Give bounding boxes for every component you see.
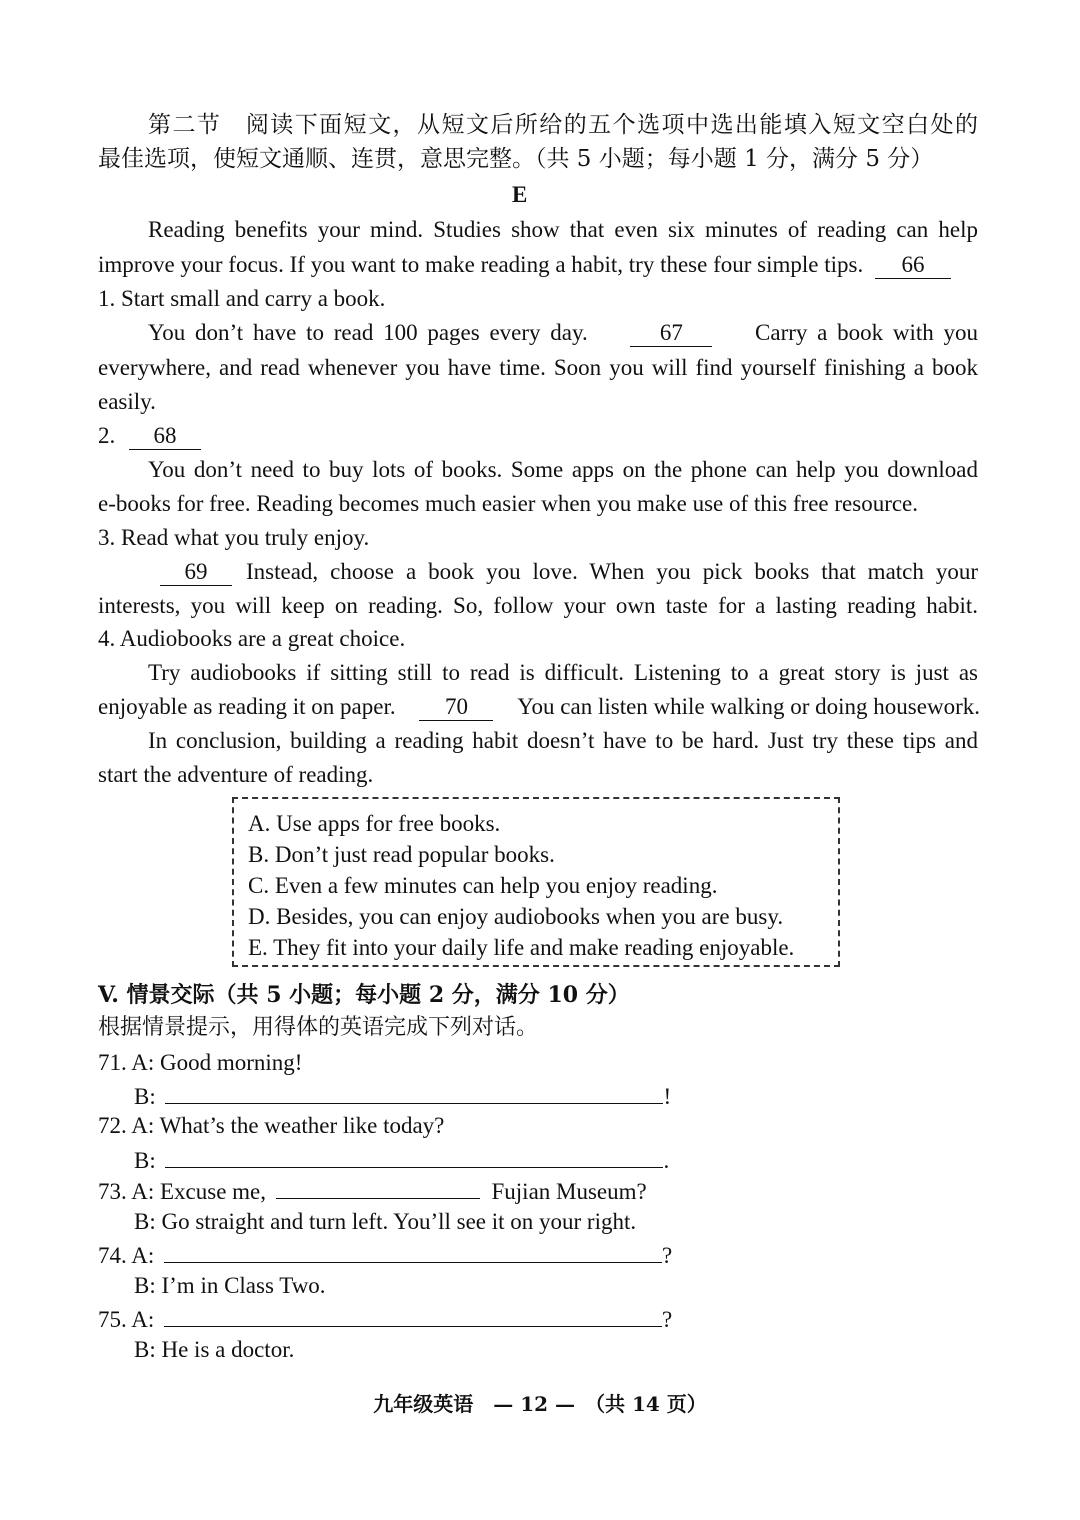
passage-line-11-text: Instead, choose a book you love. When you pick books that match your (246, 559, 978, 584)
passage-line-12: interests, you will keep on reading. So, follow your own taste for a lasting reading habit. (98, 593, 978, 618)
tip-1-heading: 1. Start small and carry a book. (98, 286, 386, 311)
q74-answer-line[interactable] (164, 1242, 662, 1263)
part-5-heading: V. 情景交际（共 5 小题；每小题 2 分，满分 10 分） (98, 982, 630, 1008)
q75-a-label: 75. A: (98, 1307, 155, 1332)
part-5-instruction: 根据情景提示，用得体的英语完成下列对话。 (98, 1015, 539, 1040)
q71-answer-line[interactable] (165, 1083, 663, 1104)
q73-b: B: Go straight and turn left. You’ll see it on your right. (134, 1209, 637, 1234)
q75-a-end: ? (661, 1307, 673, 1332)
blank-69[interactable]: 69 (160, 560, 232, 586)
q72-b-label: B: (134, 1148, 156, 1173)
q72-b-end: . (663, 1148, 670, 1173)
blank-68[interactable]: 68 (129, 424, 201, 450)
passage-letter: E (512, 182, 528, 207)
passage-line-14: Try audiobooks if sitting still to read is difficult. Listening to a great story is just as (148, 660, 978, 685)
tip-2-heading (98, 424, 201, 450)
q71-b-label: B: (134, 1084, 156, 1109)
passage-line-15 (98, 695, 980, 721)
option-e[interactable]: E. They fit into your daily life and make reading enjoyable. (248, 935, 795, 960)
q75-a (98, 1306, 672, 1331)
q74-b: B: I’m in Class Two. (134, 1273, 326, 1298)
passage-line-16: In conclusion, building a reading habit doesn’t have to be hard. Just try these tips and (148, 728, 978, 753)
passage-line-11 (160, 560, 978, 586)
passage-line-8: You don’t need to buy lots of books. Some apps on the phone can help you download (148, 457, 978, 482)
q73-a-end: Fujian Museum? (491, 1179, 647, 1204)
q74-a-end: ? (661, 1243, 673, 1268)
passage-line-15-start: enjoyable as reading it on paper. (98, 694, 396, 719)
q73-a-start: 73. A: Excuse me, (98, 1179, 266, 1204)
passage-line-4-end: Carry a book with you (755, 320, 978, 345)
q72-answer-line[interactable] (165, 1147, 663, 1168)
passage-line-1: Reading benefits your mind. Studies show that even six minutes of reading can help (148, 217, 978, 242)
tip-4-heading: 4. Audiobooks are a great choice. (98, 626, 406, 651)
passage-line-15-end: You can listen while walking or doing housework. (517, 694, 980, 719)
option-c[interactable]: C. Even a few minutes can help you enjoy reading. (248, 873, 718, 898)
q71-b (134, 1083, 671, 1108)
q71-a: 71. A: Good morning! (98, 1050, 303, 1075)
q72-b (134, 1147, 669, 1172)
q74-a (98, 1242, 672, 1267)
q73-answer-line[interactable] (276, 1178, 480, 1199)
q73-a (98, 1178, 647, 1203)
page-footer: 九年级英语 — 12 — （共 14 页） (373, 1392, 707, 1416)
passage-line-2-text: improve your focus. If you want to make reading a habit, try these four simple tips. (98, 252, 864, 277)
option-a[interactable]: A. Use apps for free books. (248, 811, 501, 836)
blank-67[interactable]: 67 (630, 321, 712, 347)
q74-a-label: 74. A: (98, 1243, 155, 1268)
passage-line-4 (148, 321, 978, 347)
option-b[interactable]: B. Don’t just read popular books. (248, 842, 555, 867)
q71-b-end: ! (663, 1084, 672, 1109)
section-intro-line-2: 最佳选项，使短文通顺、连贯，意思完整。（共 5 小题；每小题 1 分，满分 5 分） (98, 146, 934, 172)
q75-answer-line[interactable] (164, 1306, 662, 1327)
section-intro-line-1: 第二节 阅读下面短文，从短文后所给的五个选项中选出能填入短文空白处的 (148, 112, 978, 138)
tip-2-number: 2. (98, 423, 116, 448)
blank-70[interactable]: 70 (419, 695, 493, 721)
passage-line-17: start the adventure of reading. (98, 762, 374, 787)
passage-line-5: everywhere, and read whenever you have time. Soon you will find yourself finishing a book (98, 355, 978, 380)
passage-line-6: easily. (98, 389, 156, 414)
blank-66[interactable]: 66 (875, 253, 951, 279)
option-d[interactable]: D. Besides, you can enjoy audiobooks when you are busy. (248, 904, 784, 929)
passage-line-2 (98, 253, 951, 279)
passage-line-4-start: You don’t have to read 100 pages every day. (148, 320, 588, 345)
tip-3-heading: 3. Read what you truly enjoy. (98, 525, 370, 550)
q75-b: B: He is a doctor. (134, 1337, 295, 1362)
passage-line-9: e-books for free. Reading becomes much easier when you make use of this free resource. (98, 491, 919, 516)
q72-a: 72. A: What’s the weather like today? (98, 1113, 445, 1138)
